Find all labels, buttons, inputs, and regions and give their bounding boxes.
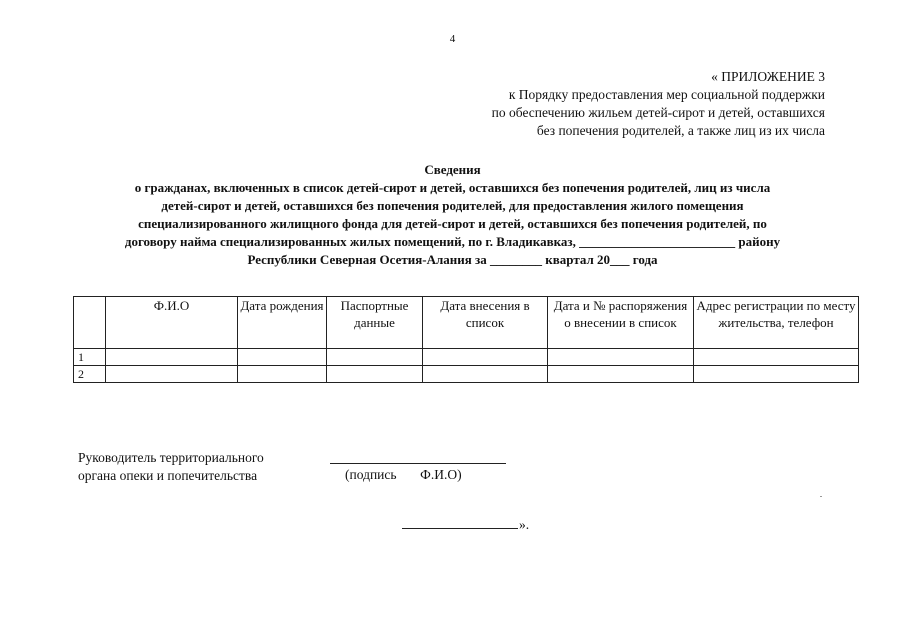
- signer-position: [78, 449, 264, 485]
- column-header-order: Дата и № распоряжения о внесении в список: [548, 297, 694, 349]
- title-line: договору найма специализированных жилых помещений, по г. Владикавказ, ________________________ району: [124, 234, 781, 249]
- column-header-number: [74, 297, 106, 349]
- table-row: [74, 366, 859, 383]
- table-cell: [238, 366, 327, 383]
- table-cell: [694, 349, 859, 366]
- table-cell: [106, 349, 238, 366]
- title-line: о гражданах, включенных в список детей-сирот и детей, оставшихся без попечения родителей, лиц из числа: [134, 180, 771, 195]
- appendix-line: без попечения родителей, а также лиц из их числа: [536, 123, 825, 138]
- closing-line: [402, 528, 518, 529]
- table-cell: [238, 349, 327, 366]
- column-header-passport: Паспортные данные: [327, 297, 423, 349]
- appendix-line: к Порядку предоставления мер социальной поддержки: [508, 87, 825, 102]
- table-row: [74, 349, 859, 366]
- table-cell: [327, 366, 423, 383]
- scan-speck: [820, 496, 822, 497]
- signer-position-line: органа опеки и попечительства: [78, 468, 258, 483]
- table-header-row: [74, 297, 859, 349]
- closing-quote: ».: [519, 517, 530, 532]
- signature-caption: (подпись Ф.И.О): [345, 467, 462, 482]
- table-cell: 1: [74, 349, 106, 366]
- table-cell: [423, 349, 548, 366]
- table-cell: [548, 349, 694, 366]
- column-header-birthdate: Дата рождения: [238, 297, 327, 349]
- appendix-header: [405, 68, 825, 140]
- table-cell: 2: [74, 366, 106, 383]
- signer-position-line: Руководитель территориального: [78, 450, 264, 465]
- title-line: специализированного жилищного фонда для детей-сирот и детей, оставшихся без попечения родителей, по: [138, 216, 767, 231]
- title-line: детей-сирот и детей, оставшихся без попечения родителей, для предоставления жилого помещения: [161, 198, 744, 213]
- citizens-table: [73, 296, 859, 383]
- column-header-name: Ф.И.О: [106, 297, 238, 349]
- page-number: 4: [449, 33, 456, 45]
- document-title: [0, 161, 905, 269]
- appendix-line: по обеспечению жильем детей-сирот и детей, оставшихся: [491, 105, 825, 120]
- title-heading: Сведения: [424, 162, 481, 177]
- table-cell: [548, 366, 694, 383]
- appendix-line: « ПРИЛОЖЕНИЕ 3: [711, 69, 825, 84]
- column-header-address: Адрес регистрации по месту жительства, телефон: [694, 297, 859, 349]
- signature-line: [330, 463, 506, 464]
- table-cell: [327, 349, 423, 366]
- table-cell: [694, 366, 859, 383]
- table-cell: [423, 366, 548, 383]
- column-header-list-date: Дата внесения в список: [423, 297, 548, 349]
- title-line: Республики Северная Осетия-Алания за ________ квартал 20___ года: [247, 252, 658, 267]
- table-cell: [106, 366, 238, 383]
